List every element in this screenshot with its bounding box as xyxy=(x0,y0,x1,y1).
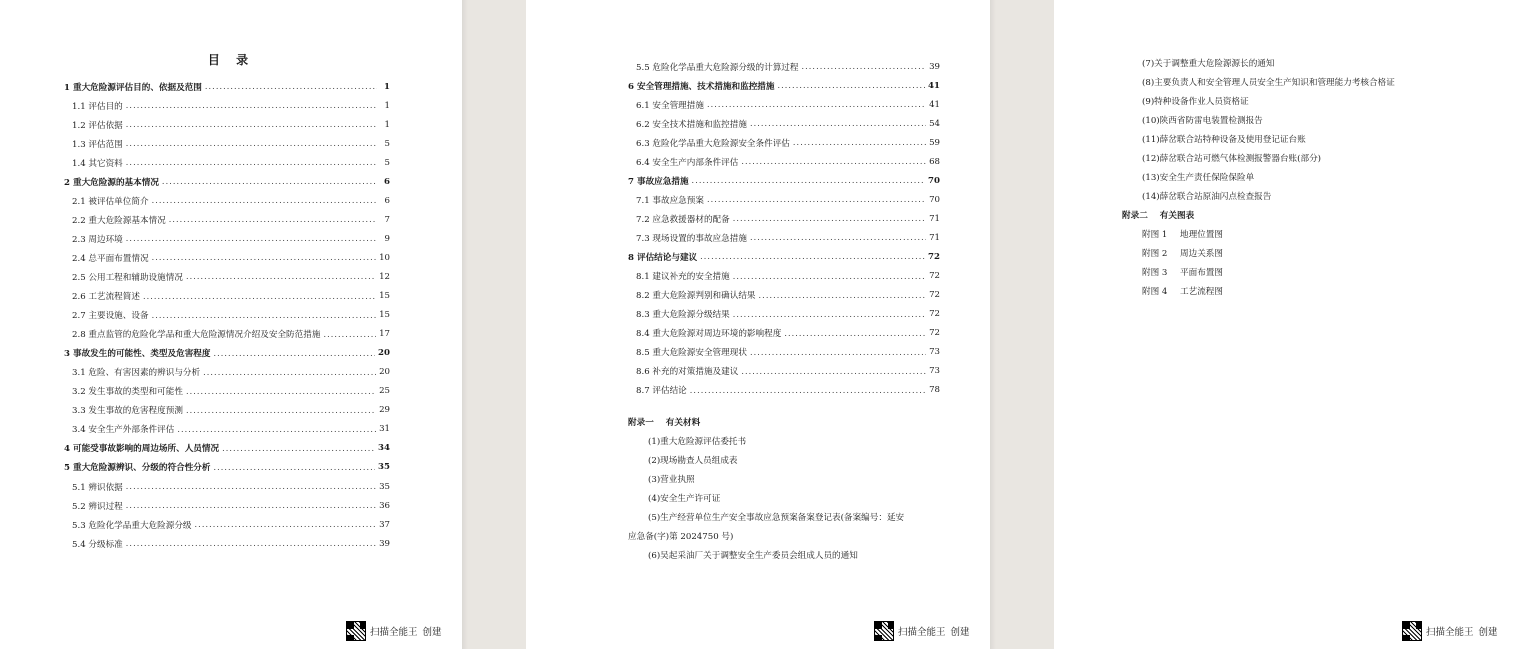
toc-leader-dots xyxy=(203,368,376,377)
toc-entry-label: 5.3 危险化学品重大危险源分级 xyxy=(72,520,192,531)
toc-page-number: 1 xyxy=(384,81,390,92)
toc-page-number: 34 xyxy=(378,443,390,454)
toc-section-entry xyxy=(628,324,940,343)
toc-leader-dots xyxy=(177,425,376,434)
toc-leader-dots xyxy=(126,501,376,510)
toc-entry-label: 2.7 主要设施、设备 xyxy=(72,311,149,322)
toc-page-number: 1 xyxy=(384,100,390,111)
toc-leader-dots xyxy=(126,482,376,491)
qr-code-icon xyxy=(346,621,366,641)
toc-section-entry xyxy=(64,153,390,172)
toc-entry-label: 3 事故发生的可能性、类型及危害程度 xyxy=(64,349,211,360)
toc-leader-dots xyxy=(152,311,377,320)
toc-section-entry xyxy=(64,534,390,553)
appendix-item: (1)重大危险源评估委托书 xyxy=(648,436,747,447)
appendix-item: (7)关于调整重大危险源源长的通知 xyxy=(1142,58,1275,69)
toc-entry-label: 2.3 周边环境 xyxy=(72,234,123,245)
appendix-item: (9)特种设备作业人员资格证 xyxy=(1142,96,1249,107)
appendix-one xyxy=(628,412,948,564)
watermark-action: 创建 xyxy=(950,627,970,638)
toc-section-entry xyxy=(64,382,390,401)
toc-entry-label: 8.4 重大危险源对周边环境的影响程度 xyxy=(636,329,782,340)
toc-page-number: 71 xyxy=(929,213,940,224)
toc-leader-dots xyxy=(733,310,926,319)
appendix-number: 附录二 xyxy=(1122,210,1148,221)
toc-entry-label: 5.1 辨识依据 xyxy=(72,482,123,493)
watermark-action: 创建 xyxy=(1478,627,1498,638)
toc-section-entry xyxy=(628,343,940,362)
toc-section-entry xyxy=(64,229,390,248)
toc-leader-dots xyxy=(126,158,377,167)
figure-number: 附图 1 xyxy=(1142,229,1168,240)
toc-entry-label: 6.1 安全管理措施 xyxy=(636,100,704,111)
toc-entry-label: 3.1 危险、有害因素的辨识与分析 xyxy=(72,368,201,379)
toc-entry-label: 7.1 事故应急预案 xyxy=(636,195,704,206)
toc-section-entry xyxy=(64,477,390,496)
toc-leader-dots xyxy=(750,119,926,128)
toc-section-entry xyxy=(64,287,390,306)
toc-entry-label: 8.7 评估结论 xyxy=(636,386,687,397)
toc-page-number: 7 xyxy=(384,214,390,225)
toc-section-entry xyxy=(628,95,940,114)
toc-page-number: 5 xyxy=(384,157,390,168)
toc-leader-dots xyxy=(195,520,377,529)
toc-section-entry xyxy=(64,248,390,267)
toc-leader-dots xyxy=(126,139,377,148)
toc-leader-dots xyxy=(186,272,376,281)
toc-section-entry xyxy=(628,114,940,133)
toc-section-entry xyxy=(64,306,390,325)
toc-section-entry xyxy=(64,515,390,534)
toc-section-entry xyxy=(628,362,940,381)
qr-code-icon xyxy=(1402,621,1422,641)
watermark-app-name: 扫描全能王 xyxy=(898,627,946,638)
toc-page-number: 71 xyxy=(929,232,940,243)
figure-item xyxy=(1122,243,1482,262)
toc-leader-dots xyxy=(707,195,926,204)
toc-leader-dots xyxy=(152,253,377,262)
toc-leader-dots xyxy=(169,215,377,224)
toc-entry-label: 8.1 建议补充的安全措施 xyxy=(636,272,730,283)
toc-leader-dots xyxy=(733,272,926,281)
toc-leader-dots xyxy=(777,81,925,90)
toc-entry-label: 8.6 补充的对策措施及建议 xyxy=(636,367,739,378)
toc-page-number: 68 xyxy=(929,156,940,167)
toc-leader-dots xyxy=(126,234,377,243)
toc-page-number: 37 xyxy=(379,519,390,530)
toc-section-entry xyxy=(628,190,940,209)
toc-entry-label: 7 事故应急措施 xyxy=(628,176,689,187)
toc-leader-dots xyxy=(323,330,376,339)
toc-entry-label: 8 评估结论与建议 xyxy=(628,252,698,263)
toc-list-continued xyxy=(628,57,940,400)
toc-page-number: 36 xyxy=(379,500,390,511)
toc-page-number: 25 xyxy=(379,386,390,397)
toc-entry-label: 2 重大危险源的基本情况 xyxy=(64,177,159,188)
toc-page-number: 78 xyxy=(929,385,940,396)
toc-entry-label: 6.2 安全技术措施和监控措施 xyxy=(636,119,747,130)
toc-entry-label: 7.2 应急救援器材的配备 xyxy=(636,214,730,225)
toc-chapter-entry xyxy=(64,344,390,363)
toc-page-number: 41 xyxy=(929,99,940,110)
toc-section-entry xyxy=(64,267,390,286)
toc-page-number: 6 xyxy=(384,195,390,206)
toc-section-entry xyxy=(64,401,390,420)
toc-leader-dots xyxy=(741,367,926,376)
appendix-title: 有关材料 xyxy=(665,417,701,428)
appendix-heading xyxy=(1122,205,1482,224)
watermark-action: 创建 xyxy=(422,627,442,638)
toc-page-number: 9 xyxy=(384,233,390,244)
toc-page-number: 72 xyxy=(929,290,940,301)
appendix-item: (12)薛岔联合站可燃气体检测报警器台账(部分) xyxy=(1142,153,1322,164)
toc-chapter-entry xyxy=(628,247,940,266)
appendix-item: (3)营业执照 xyxy=(648,474,695,485)
page-gutter xyxy=(462,0,468,649)
scanner-watermark xyxy=(1402,621,1498,641)
toc-entry-label: 1.3 评估范围 xyxy=(72,139,123,150)
toc-entry-label: 8.3 重大危险源分级结果 xyxy=(636,310,730,321)
toc-chapter-entry xyxy=(628,76,940,95)
watermark-app-name: 扫描全能王 xyxy=(1426,627,1474,638)
toc-leader-dots xyxy=(741,157,926,166)
toc-chapter-entry xyxy=(628,171,940,190)
appendix-continued xyxy=(1122,53,1482,301)
toc-entry-label: 8.2 重大危险源判别和确认结果 xyxy=(636,291,756,302)
toc-section-entry xyxy=(628,228,940,247)
toc-leader-dots xyxy=(750,233,926,242)
toc-section-entry xyxy=(628,152,940,171)
toc-page-number: 73 xyxy=(929,366,940,377)
qr-code-icon xyxy=(874,621,894,641)
toc-section-entry xyxy=(64,134,390,153)
toc-leader-dots xyxy=(707,100,926,109)
appendix-item: (13)安全生产责任保险保险单 xyxy=(1142,172,1255,183)
toc-page-number: 29 xyxy=(379,405,390,416)
toc-page-number: 17 xyxy=(379,329,390,340)
toc-page-number: 39 xyxy=(929,61,940,72)
toc-entry-label: 3.2 发生事故的类型和可能性 xyxy=(72,387,183,398)
toc-entry-label: 8.5 重大危险源安全管理现状 xyxy=(636,348,747,359)
toc-section-entry xyxy=(64,115,390,134)
toc-section-entry xyxy=(64,210,390,229)
scanner-watermark xyxy=(346,621,442,641)
toc-entry-label: 2.8 重点监管的危险化学品和重大危险源情况介绍及安全防范措施 xyxy=(72,330,321,341)
toc-entry-label: 5.4 分级标准 xyxy=(72,539,123,550)
toc-section-entry xyxy=(628,381,940,400)
toc-section-entry xyxy=(64,325,390,344)
toc-section-entry xyxy=(64,420,390,439)
toc-entry-label: 6 安全管理措施、技术措施和监控措施 xyxy=(628,81,775,92)
toc-leader-dots xyxy=(213,349,375,358)
toc-section-entry xyxy=(628,133,940,152)
toc-section-entry xyxy=(64,363,390,382)
toc-leader-dots xyxy=(759,291,927,300)
toc-entry-label: 2.1 被评估单位简介 xyxy=(72,196,149,207)
toc-entry-label: 5 重大危险源辨识、分级的符合性分析 xyxy=(64,463,211,474)
toc-entry-label: 2.2 重大危险源基本情况 xyxy=(72,215,166,226)
toc-leader-dots xyxy=(126,120,377,129)
toc-entry-label: 4 可能受事故影响的周边场所、人员情况 xyxy=(64,444,220,455)
toc-entry-label: 2.6 工艺流程简述 xyxy=(72,292,140,303)
toc-page-number: 54 xyxy=(929,118,940,129)
appendix-item: (14)薛岔联合站原油闪点检查报告 xyxy=(1142,191,1272,202)
toc-page-number: 20 xyxy=(378,348,390,359)
appendix-item: (2)现场勘查人员组成表 xyxy=(648,455,738,466)
appendix-title: 有关图表 xyxy=(1159,210,1195,221)
toc-leader-dots xyxy=(186,387,376,396)
figure-number: 附图 4 xyxy=(1142,287,1168,298)
toc-page-number: 35 xyxy=(379,481,390,492)
toc-entry-label: 7.3 现场设置的事故应急措施 xyxy=(636,233,747,244)
toc-leader-dots xyxy=(700,252,925,261)
toc-chapter-entry xyxy=(64,172,390,191)
toc-entry-label: 3.3 发生事故的危害程度预测 xyxy=(72,406,183,417)
toc-leader-dots xyxy=(162,177,377,186)
toc-entry-label: 3.4 安全生产外部条件评估 xyxy=(72,425,175,436)
appendix-item: (5)生产经营单位生产安全事故应急预案备案登记表(备案编号：延安 xyxy=(648,512,905,523)
appendix-item: (10)陕西省防雷电装置检测报告 xyxy=(1142,115,1263,126)
figure-number: 附图 2 xyxy=(1142,248,1168,259)
toc-leader-dots xyxy=(126,101,377,110)
toc-page-number: 72 xyxy=(929,271,940,282)
document-page-2 xyxy=(526,0,990,649)
appendix-item: (11)薛岔联合站特种设备及使用登记证台账 xyxy=(1142,134,1306,145)
toc-leader-dots xyxy=(186,406,376,415)
toc-section-entry xyxy=(628,286,940,305)
figure-item xyxy=(1122,224,1482,243)
toc-page-number: 15 xyxy=(379,310,390,321)
toc-section-entry xyxy=(64,191,390,210)
appendix-number: 附录一 xyxy=(628,417,654,428)
toc-page-number: 39 xyxy=(379,538,390,549)
toc-page-number: 1 xyxy=(384,119,390,130)
toc-section-entry xyxy=(628,305,940,324)
toc-leader-dots xyxy=(784,329,926,338)
toc-leader-dots xyxy=(152,196,377,205)
appendix-heading xyxy=(628,412,948,431)
toc-entry-label: 2.4 总平面布置情况 xyxy=(72,253,149,264)
toc-page-number: 12 xyxy=(379,271,390,282)
appendix-item-continued: 应急备(字)第 2024750 号) xyxy=(628,531,734,542)
toc-leader-dots xyxy=(733,214,926,223)
toc-leader-dots xyxy=(690,386,926,395)
toc-page-number: 73 xyxy=(929,347,940,358)
appendix-item: (8)主要负责人和安全管理人员安全生产知识和管理能力考核合格证 xyxy=(1142,77,1395,88)
toc-section-entry xyxy=(628,57,940,76)
toc-chapter-entry xyxy=(64,458,390,477)
toc-page-number: 20 xyxy=(379,367,390,378)
document-page-3 xyxy=(1054,0,1514,649)
page-gutter xyxy=(990,0,996,649)
figure-item xyxy=(1122,282,1482,301)
toc-page-number: 5 xyxy=(384,138,390,149)
toc-list xyxy=(64,77,390,553)
toc-section-entry xyxy=(64,496,390,515)
toc-page-number: 6 xyxy=(384,176,390,187)
appendix-item: (4)安全生产许可证 xyxy=(648,493,721,504)
toc-page-number: 72 xyxy=(928,251,940,262)
scanner-watermark xyxy=(874,621,970,641)
toc-leader-dots xyxy=(793,138,926,147)
toc-page-number: 41 xyxy=(928,80,940,91)
toc-page-number: 72 xyxy=(929,328,940,339)
figure-title: 地理位置图 xyxy=(1180,229,1223,240)
toc-leader-dots xyxy=(143,292,376,301)
toc-title: 目 录 xyxy=(207,53,255,67)
toc-entry-label: 6.3 危险化学品重大危险源安全条件评估 xyxy=(636,138,790,149)
toc-chapter-entry xyxy=(64,439,390,458)
figure-title: 平面布置图 xyxy=(1180,268,1223,279)
toc-entry-label: 1.1 评估目的 xyxy=(72,101,123,112)
watermark-app-name: 扫描全能王 xyxy=(370,627,418,638)
toc-leader-dots xyxy=(750,348,926,357)
toc-leader-dots xyxy=(205,82,377,91)
toc-page-number: 31 xyxy=(379,424,390,435)
toc-page-number: 10 xyxy=(379,252,390,263)
toc-section-entry xyxy=(628,267,940,286)
figure-title: 工艺流程图 xyxy=(1180,287,1223,298)
figure-title: 周边关系图 xyxy=(1180,248,1223,259)
toc-entry-label: 5.5 危险化学品重大危险源分级的计算过程 xyxy=(636,62,799,73)
toc-entry-label: 1.2 评估依据 xyxy=(72,120,123,131)
toc-leader-dots xyxy=(213,463,375,472)
appendix-item: (6)吴起采油厂关于调整安全生产委员会组成人员的通知 xyxy=(648,550,858,561)
figure-item xyxy=(1122,263,1482,282)
toc-page-number: 70 xyxy=(929,194,940,205)
toc-entry-label: 1 重大危险源评估目的、依据及范围 xyxy=(64,82,202,93)
toc-page-number: 59 xyxy=(929,137,940,148)
toc-leader-dots xyxy=(802,62,927,71)
toc-section-entry xyxy=(628,209,940,228)
toc-page-number: 15 xyxy=(379,291,390,302)
toc-leader-dots xyxy=(126,539,376,548)
toc-leader-dots xyxy=(222,444,375,453)
figure-number: 附图 3 xyxy=(1142,268,1168,279)
toc-entry-label: 1.4 其它资料 xyxy=(72,158,123,169)
toc-page-number: 72 xyxy=(929,309,940,320)
document-page-1 xyxy=(0,0,462,649)
toc-entry-label: 6.4 安全生产内部条件评估 xyxy=(636,157,739,168)
toc-leader-dots xyxy=(692,176,925,185)
toc-entry-label: 5.2 辨识过程 xyxy=(72,501,123,512)
toc-section-entry xyxy=(64,96,390,115)
toc-entry-label: 2.5 公用工程和辅助设施情况 xyxy=(72,272,183,283)
toc-page-number: 70 xyxy=(928,175,940,186)
toc-chapter-entry xyxy=(64,77,390,96)
toc-page-number: 35 xyxy=(378,462,390,473)
